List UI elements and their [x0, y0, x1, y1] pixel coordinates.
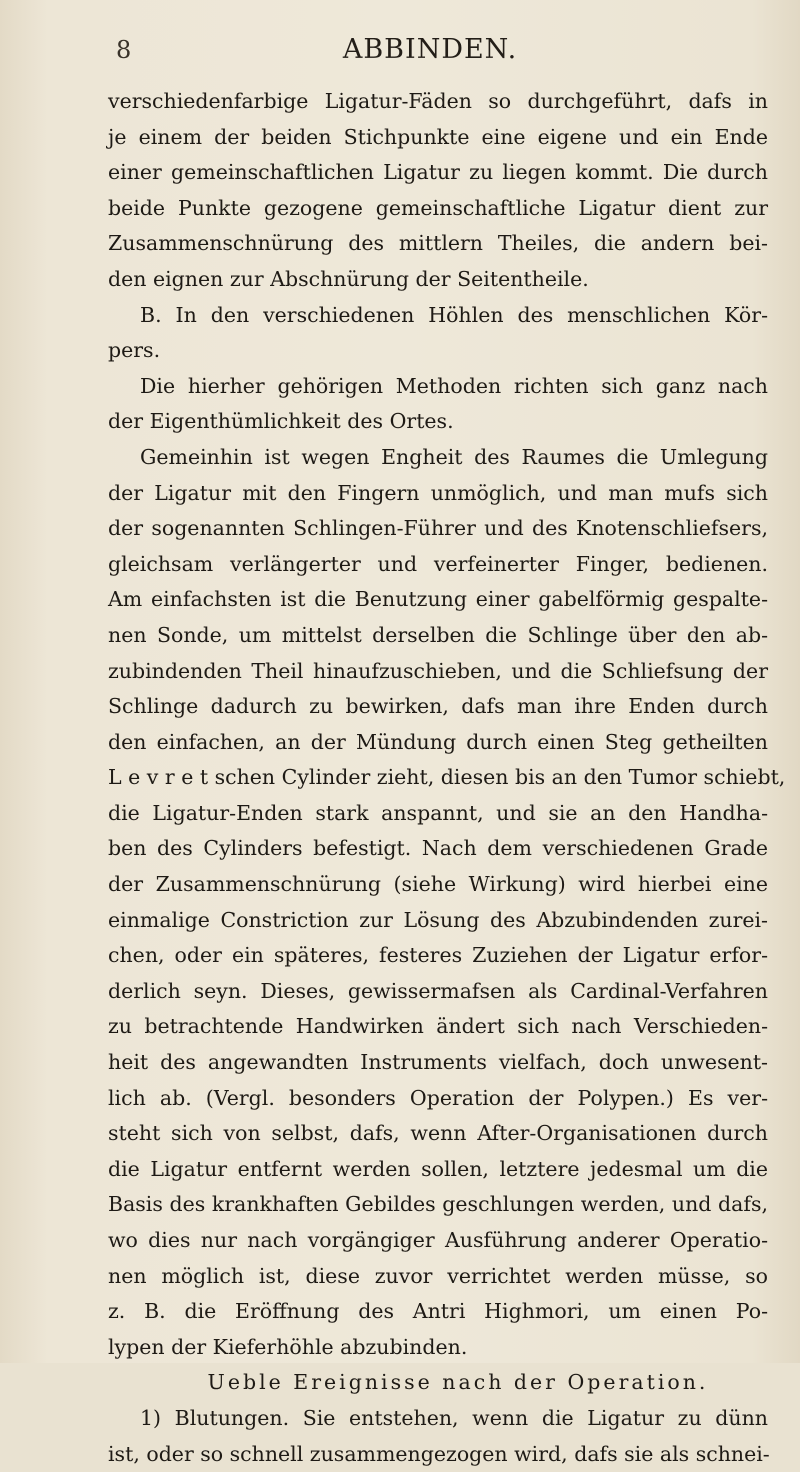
text-line: 1) Blutungen. Sie entstehen, wenn die Ligatur zu dünn [140, 1405, 768, 1430]
text-line: der sogenannten Schlingen-Führer und des Knotenschliefsers, [108, 516, 768, 541]
text-line: steht sich von selbst, dafs, wenn After-Organisationen durch [108, 1121, 768, 1146]
text-line: zubindenden Theil hinaufzuschieben, und die Schliefsung der [108, 658, 768, 683]
text-line: derlich seyn. Dieses, gewissermafsen als Cardinal-Verfahren [108, 978, 768, 1003]
text-line: der Eigenthümlichkeit des Ortes. [108, 409, 454, 434]
running-head: ABBINDEN. [342, 34, 518, 65]
text-line: nen möglich ist, diese zuvor verrichtet werden müsse, so [108, 1263, 768, 1288]
text-line: den eignen zur Abschnürung der Seitentheile. [108, 266, 589, 291]
text-line: wo dies nur nach vorgängiger Ausführung anderer Operatio- [108, 1228, 768, 1252]
text-line: Am einfachsten ist die Benutzung einer gabelförmig gespalte- [108, 587, 768, 612]
text-line: ben des Cylinders befestigt. Nach dem verschiedenen Grade [108, 836, 768, 861]
text-line: L e v r e t schen Cylinder zieht, diesen bis an den Tumor schiebt, [108, 765, 786, 790]
text-line: je einem der beiden Stichpunkte eine eigene und ein Ende [108, 124, 768, 149]
text-line: die Ligatur-Enden stark anspannt, und sie an den Handha- [108, 800, 768, 825]
page-header [108, 34, 752, 74]
text-line: chen, oder ein späteres, festeres Zuziehen der Ligatur erfor- [108, 943, 768, 968]
text-line: den einfachen, an der Mündung durch einen Steg getheilten [108, 729, 768, 754]
text-line: ist, oder so schnell zusammengezogen wird, dafs sie als schnei- [108, 1441, 770, 1466]
text-line: einmalige Constriction zur Lösung des Abzubindenden zurei- [108, 907, 768, 932]
text-line: Basis des krankhaften Gebildes geschlungen werden, und dafs, [108, 1192, 768, 1217]
text-line: Schlinge dadurch zu bewirken, dafs man ihre Enden durch [108, 694, 768, 719]
text-line: Gemeinhin ist wegen Engheit des Raumes die Umlegung [140, 444, 768, 469]
text-line: die Ligatur entfernt werden sollen, letztere jedesmal um die [108, 1156, 768, 1181]
text-line: nen Sonde, um mittelst derselben die Schlinge über den ab- [108, 622, 768, 647]
text-line: gleichsam verlängerter und verfeinerter Finger, bedienen. [108, 551, 768, 576]
section-heading-line: pers. [108, 338, 161, 363]
text-line: heit des angewandten Instruments vielfach, doch unwesent- [108, 1050, 768, 1075]
section-heading-line: B. In den verschiedenen Höhlen des menschlichen Kör- [140, 302, 768, 327]
text-line: zu betrachtende Handwirken ändert sich nach Verschieden- [108, 1014, 768, 1039]
text-line: Die hierher gehörigen Methoden richten sich ganz nach [140, 373, 768, 398]
text-line: z. B. die Eröffnung des Antri Highmori, um einen Po- [108, 1299, 768, 1324]
text-line: Zusammenschnürung des mittlern Theiles, die andern bei- [108, 231, 768, 256]
body-text [108, 84, 786, 1472]
text-line: lypen der Kieferhöhle abzubinden. [108, 1334, 468, 1359]
text-line: einer gemeinschaftlichen Ligatur zu liegen kommt. Die durch [108, 160, 768, 185]
text-line: der Ligatur mit den Fingern unmöglich, und man mufs sich [108, 480, 768, 505]
text-line: der Zusammenschnürung (siehe Wirkung) wird hierbei eine [108, 872, 768, 897]
page-number: 8 [116, 36, 132, 64]
text-line: verschiedenfarbige Ligatur-Fäden so durchgeführt, dafs in [108, 89, 768, 113]
subheading: Ueble Ereignisse nach der Operation. [207, 1370, 709, 1395]
text-line: beide Punkte gezogene gemeinschaftliche Ligatur dient zur [108, 195, 768, 220]
text-line: lich ab. (Vergl. besonders Operation der Polypen.) Es ver- [108, 1085, 768, 1110]
